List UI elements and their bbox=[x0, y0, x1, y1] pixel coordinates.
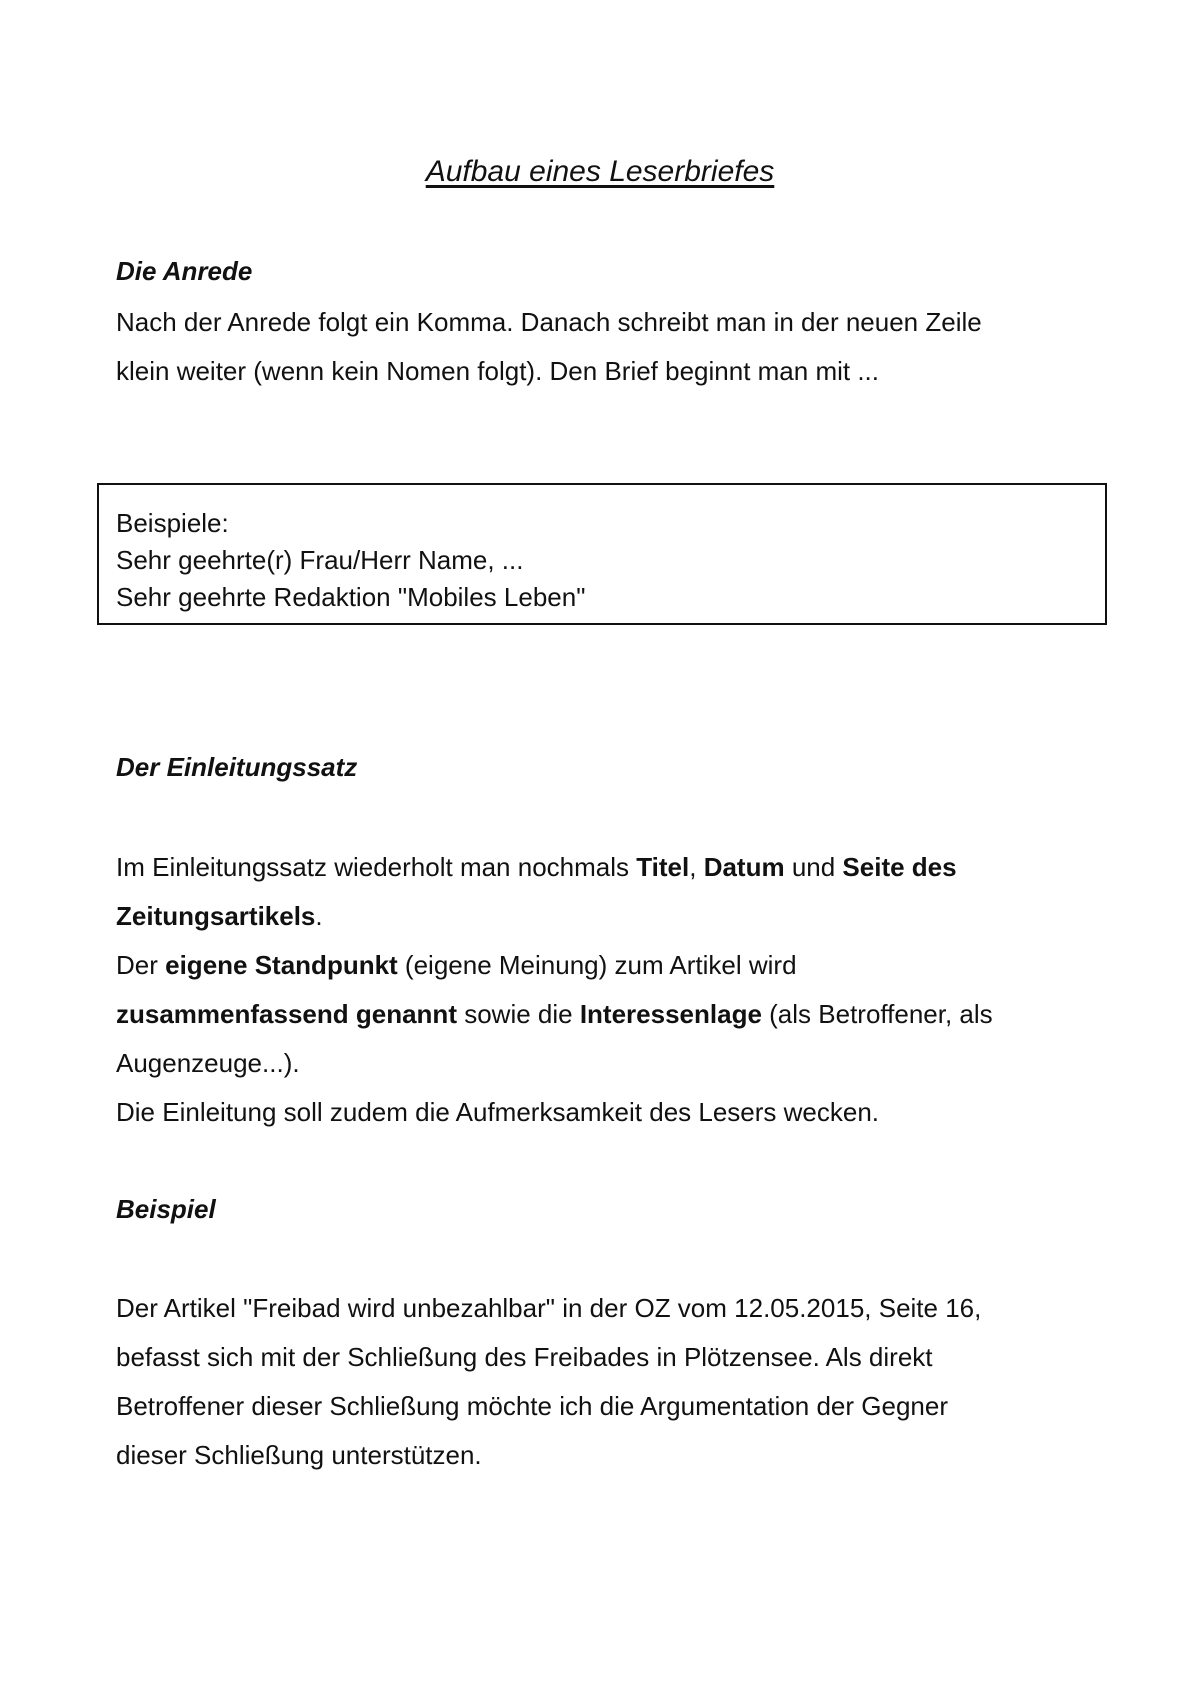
examples-box bbox=[97, 483, 1107, 625]
text-run: und bbox=[784, 852, 843, 882]
text-run: , bbox=[689, 852, 704, 882]
einleitung-paragraph bbox=[116, 843, 1096, 1137]
einleitung-line bbox=[116, 843, 1096, 892]
beispiel-line: dieser Schließung unterstützen. bbox=[116, 1440, 482, 1470]
anrede-paragraph bbox=[116, 298, 1096, 396]
heading-beispiel: Beispiel bbox=[116, 1194, 216, 1224]
text-run: (als Betroffener, als bbox=[761, 999, 993, 1029]
example-line: Sehr geehrte(r) Frau/Herr Name, ... bbox=[116, 545, 524, 575]
bold-term-zusammenfassend: zusammenfassend genannt bbox=[116, 999, 457, 1029]
beispiel-paragraph bbox=[116, 1284, 1096, 1480]
einleitung-line: Die Einleitung soll zudem die Aufmerksamkeit des Lesers wecken. bbox=[116, 1097, 880, 1127]
text-run: sowie die bbox=[456, 999, 580, 1029]
examples-label: Beispiele: bbox=[116, 508, 229, 538]
einleitung-line bbox=[116, 990, 1096, 1039]
beispiel-line: Der Artikel "Freibad wird unbezahlbar" in der OZ vom 12.05.2015, Seite 16, bbox=[116, 1293, 982, 1323]
anrede-line: klein weiter (wenn kein Nomen folgt). Den Brief beginnt man mit ... bbox=[116, 356, 880, 386]
heading-einleitungssatz: Der Einleitungssatz bbox=[116, 752, 358, 782]
bold-term-interessenlage: Interessenlage bbox=[579, 999, 762, 1029]
page-title: Aufbau eines Leserbriefes bbox=[425, 155, 775, 188]
text-run: (eigene Meinung) zum Artikel wird bbox=[397, 950, 797, 980]
text-run: Der bbox=[116, 950, 166, 980]
einleitung-line bbox=[116, 892, 1096, 941]
example-line: Sehr geehrte Redaktion "Mobiles Leben" bbox=[116, 582, 586, 612]
beispiel-line: Betroffener dieser Schließung möchte ich die Argumentation der Gegner bbox=[116, 1391, 948, 1421]
einleitung-line: Augenzeuge...). bbox=[116, 1048, 300, 1078]
text-run: Im Einleitungssatz wiederholt man nochmals bbox=[116, 852, 637, 882]
examples-box-text bbox=[116, 505, 585, 616]
bold-term-standpunkt: eigene Standpunkt bbox=[165, 950, 398, 980]
bold-term-datum: Datum bbox=[703, 852, 785, 882]
einleitung-line bbox=[116, 941, 1096, 990]
bold-term-titel: Titel bbox=[636, 852, 690, 882]
anrede-line: Nach der Anrede folgt ein Komma. Danach schreibt man in der neuen Zeile bbox=[116, 307, 982, 337]
bold-term-zeitungsartikels: Zeitungsartikels bbox=[116, 901, 316, 931]
beispiel-line: befasst sich mit der Schließung des Freibades in Plötzensee. Als direkt bbox=[116, 1342, 933, 1372]
text-run: . bbox=[315, 901, 323, 931]
bold-term-seite: Seite des bbox=[842, 852, 957, 882]
heading-anrede: Die Anrede bbox=[116, 256, 253, 286]
